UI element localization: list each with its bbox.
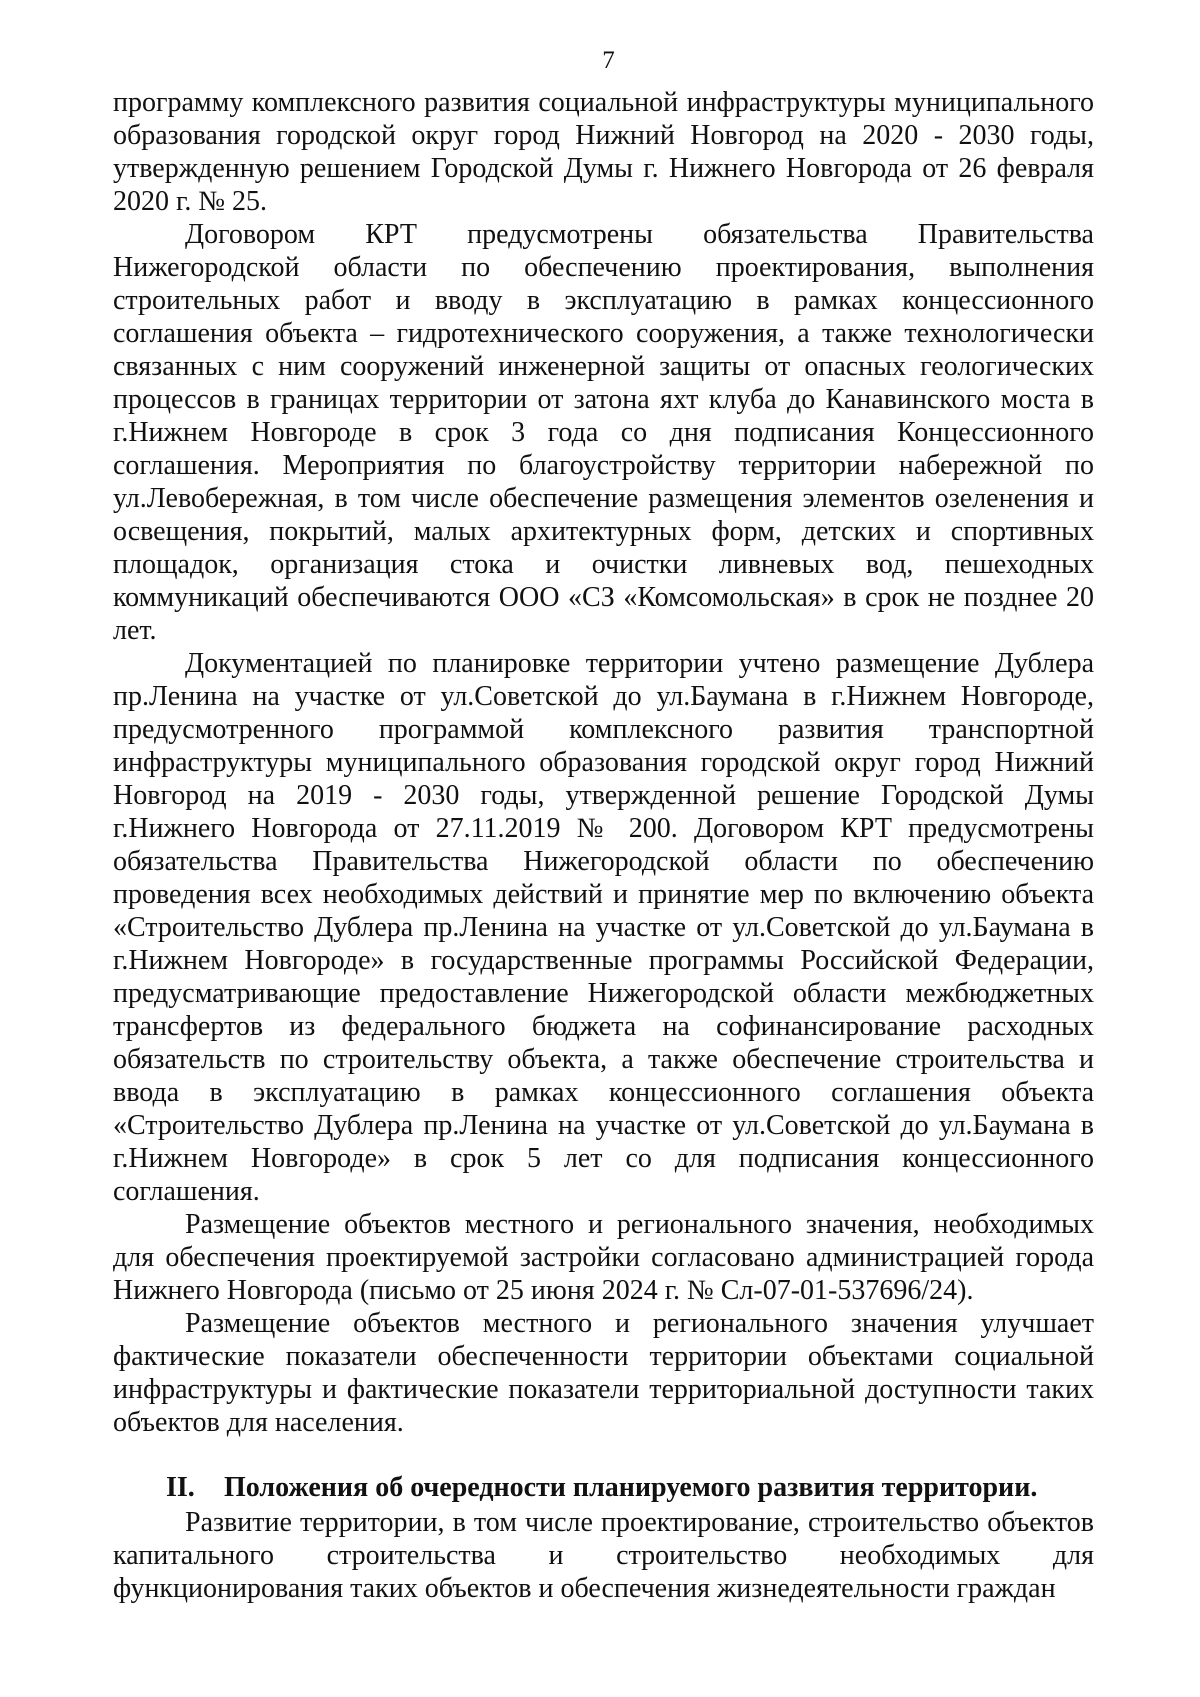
paragraph-lenin-duplicate: Документацией по планировке территории учтено размещение Дублера пр.Ленина на участке от ул.Советской до ул.Баумана в г.Нижнем Новгороде, предусмотренного программой комплексного развития транспортной инфраструктуры муниципального образования городской округ город Нижний Новгород на 2019 - 2030 годы, утвержденной решение Городской Думы г.Нижнего Новгорода от 27.11.2019 № 200. Договором КРТ предусмотрены обязательства Правительства Нижегородской области по обеспечению проведения всех необходимых действий и принятие мер по включению объекта «Строительство Дублера пр.Ленина на участке от ул.Советской до ул.Баумана в г.Нижнем Новгороде» в государственные программы Российской Федерации, предусматривающие предоставление Нижегородской области межбюджетных трансфертов из федерального бюджета на софинансирование расходных обязательств по строительству объекта, а также обеспечение строительства и ввода в эксплуатацию в рамках концессионного соглашения объекта «Строительство Дублера пр.Ленина на участке от ул.Советской до ул.Баумана в г.Нижнем Новгороде» в срок 5 лет со для подписания концессионного соглашения. (113, 648, 1094, 1207)
section-number: II. (166, 1472, 195, 1503)
paragraph-development: Развитие территории, в том числе проектирование, строительство объектов капитального строительства и строительство необходимых для функционирования таких объектов и обеспечения жизнедеятельности граждан (113, 1507, 1094, 1604)
section-title: Положения об очередности планируемого развития территории. (224, 1472, 1038, 1503)
paragraph-placement-improves: Размещение объектов местного и регионального значения улучшает фактические показатели обеспеченности территории объектами социальной инфраструктуры и фактические показатели территориальной доступности таких объектов для населения. (113, 1308, 1094, 1438)
paragraph-placement-agreed: Размещение объектов местного и регионального значения, необходимых для обеспечения проектируемой застройки согласовано администрацией города Нижнего Новгорода (письмо от 25 июня 2024 г. № Сл-07-01-537696/24). (113, 1209, 1094, 1306)
section-heading (113, 1471, 1094, 1504)
paragraph-continuation: программу комплексного развития социальной инфраструктуры муниципального образования городской округ город Нижний Новгород на 2020 - 2030 годы, утвержденную решением Городской Думы г. Нижнего Новгорода от 26 февраля 2020 г. № 25. (113, 87, 1094, 217)
page-number: 7 (602, 47, 615, 74)
paragraph-krt-hydro: Договором КРТ предусмотрены обязательства Правительства Нижегородской области по обеспечению проектирования, выполнения строительных работ и вводу в эксплуатацию в рамках концессионного соглашения объекта – гидротехнического сооружения, а также технологически связанных с ним сооружений инженерной защиты от опасных геологических процессов в границах территории от затона яхт клуба до Канавинского моста в г.Нижнем Новгороде в срок 3 года со дня подписания Концессионного соглашения. Мероприятия по благоустройству территории набережной по ул.Левобережная, в том числе обеспечение размещения элементов озеленения и освещения, покрытий, малых архитектурных форм, детских и спортивных площадок, организация стока и очистки ливневых вод, пешеходных коммуникаций обеспечиваются ООО «СЗ «Комсомольская» в срок не позднее 20 лет. (113, 219, 1094, 646)
